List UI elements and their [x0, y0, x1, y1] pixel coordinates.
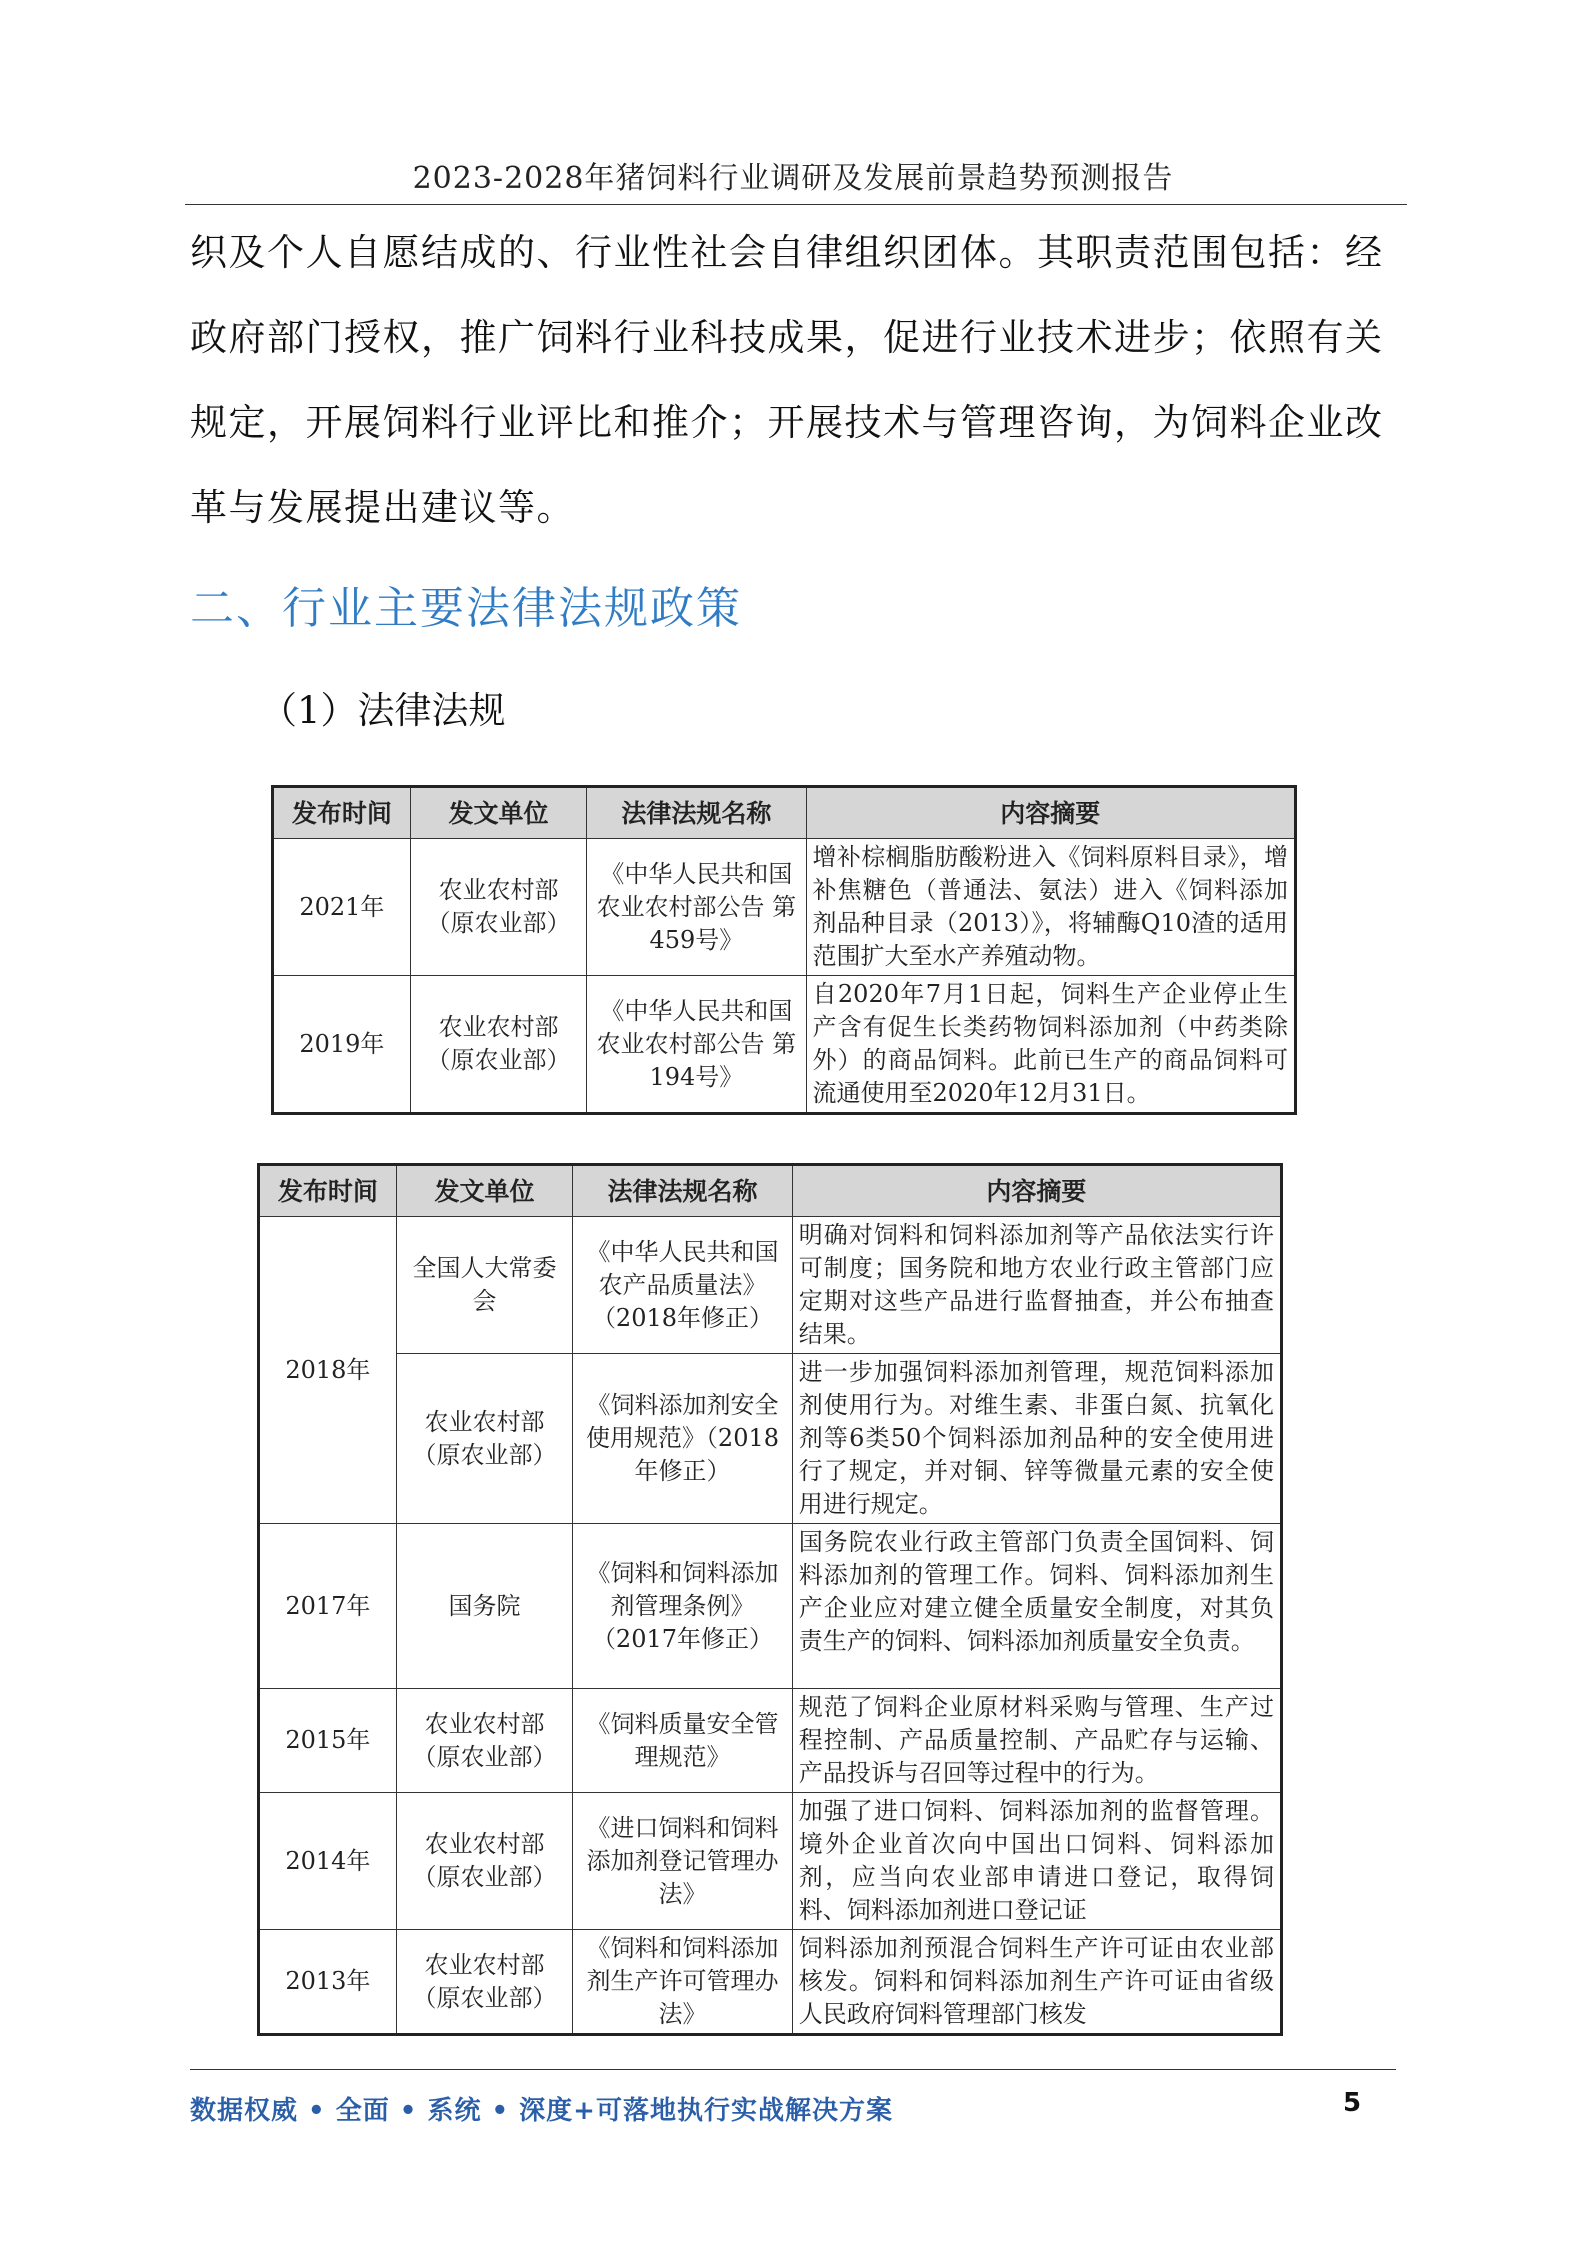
- cell-law-name: 《中华人民共和国农产品质量法》（2018年修正）: [573, 1217, 792, 1354]
- header-title: 2023-2028年猪饲料行业调研及发展前景趋势预测报告: [412, 161, 1174, 196]
- cell-law-name: 《中华人民共和国农业农村部公告 第459号》: [587, 839, 806, 976]
- cell-law-name: 《中华人民共和国农业农村部公告 第194号》: [587, 976, 806, 1114]
- table-header-row: [273, 787, 1296, 839]
- cell-year: 2013年: [259, 1930, 397, 2035]
- table-row: [259, 1217, 1282, 1354]
- cell-summary: 饲料添加剂预混合饲料生产许可证由农业部核发。饲料和饲料添加剂生产许可证由省级人民政府饲料管理部门核发: [792, 1930, 1281, 2035]
- cell-year: 2021年: [273, 839, 411, 976]
- cell-year: 2014年: [259, 1793, 397, 1930]
- cell-unit: 农业农村部（原农业部）: [410, 839, 586, 976]
- header-unit: 发文单位: [396, 1165, 573, 1217]
- section-heading: 二、行业主要法律法规政策: [190, 583, 742, 634]
- header-summary: 内容摘要: [806, 787, 1296, 839]
- cell-summary: 国务院农业行政主管部门负责全国饲料、饲料添加剂的管理工作。饲料、饲料添加剂生产企业应对建立健全质量安全制度，对其负责生产的饲料、饲料添加剂质量安全负责。: [792, 1524, 1281, 1689]
- header-date: 发布时间: [259, 1165, 397, 1217]
- cell-law-name: 《饲料质量安全管理规范》: [573, 1689, 792, 1793]
- cell-unit: 农业农村部（原农业部）: [396, 1354, 573, 1524]
- header-unit: 发文单位: [410, 787, 586, 839]
- header-divider: [185, 204, 1407, 205]
- cell-unit: 国务院: [396, 1524, 573, 1689]
- cell-year: 2018年: [259, 1217, 397, 1524]
- body-paragraph: 织及个人自愿结成的、行业性社会自律组织团体。其职责范围包括：经政府部门授权，推广饲料行业科技成果，促进行业技术进步；依照有关规定，开展饲料行业评比和推介；开展技术与管理咨询，为饲料企业改革与发展提出建议等。: [190, 231, 1384, 529]
- table-row: [273, 976, 1296, 1114]
- footer-slogan: 数据权威 • 全面 • 系统 • 深度+可落地执行实战解决方案: [190, 2096, 893, 2126]
- cell-summary: 明确对饲料和饲料添加剂等产品依法实行许可制度；国务院和地方农业行政主管部门应定期对这些产品进行监督抽查，并公布抽查结果。: [792, 1217, 1281, 1354]
- cell-year: 2015年: [259, 1689, 397, 1793]
- table-row: [273, 839, 1296, 976]
- cell-law-name: 《饲料添加剂安全使用规范》（2018年修正）: [573, 1354, 792, 1524]
- footer-divider: [190, 2069, 1396, 2070]
- cell-unit: 农业农村部（原农业部）: [396, 1793, 573, 1930]
- cell-unit: 农业农村部（原农业部）: [396, 1689, 573, 1793]
- cell-summary: 增补棕榈脂肪酸粉进入《饲料原料目录》，增补焦糖色（普通法、氨法）进入《饲料添加剂品种目录（2013）》，将辅酶Q10渣的适用范围扩大至水产养殖动物。: [806, 839, 1296, 976]
- cell-year: 2017年: [259, 1524, 397, 1689]
- header-date: 发布时间: [273, 787, 411, 839]
- cell-law-name: 《饲料和饲料添加剂管理条例》（2017年修正）: [573, 1524, 792, 1689]
- header-law-name: 法律法规名称: [573, 1165, 792, 1217]
- table-row: [259, 1354, 1282, 1524]
- cell-summary: 自2020年7月1日起，饲料生产企业停止生产含有促生长类药物饲料添加剂（中药类除外）的商品饲料。此前已生产的商品饲料可流通使用至2020年12月31日。: [806, 976, 1296, 1114]
- table-row: [259, 1793, 1282, 1930]
- table-row: [259, 1524, 1282, 1689]
- cell-unit: 农业农村部（原农业部）: [396, 1930, 573, 2035]
- sub-heading: （1）法律法规: [260, 689, 506, 732]
- cell-summary: 进一步加强饲料添加剂管理，规范饲料添加剂使用行为。对维生素、非蛋白氮、抗氧化剂等6类50个饲料添加剂品种的安全使用进行了规定，并对铜、锌等微量元素的安全使用进行规定。: [792, 1354, 1281, 1524]
- cell-unit: 全国人大常委会: [396, 1217, 573, 1354]
- page-number: 5: [1343, 2088, 1362, 2118]
- cell-law-name: 《饲料和饲料添加剂生产许可管理办法》: [573, 1930, 792, 2035]
- laws-table-2: [257, 1163, 1283, 2036]
- header-summary: 内容摘要: [792, 1165, 1281, 1217]
- cell-summary: 规范了饲料企业原材料采购与管理、生产过程控制、产品质量控制、产品贮存与运输、产品投诉与召回等过程中的行为。: [792, 1689, 1281, 1793]
- header-law-name: 法律法规名称: [587, 787, 806, 839]
- table-row: [259, 1689, 1282, 1793]
- table-header-row: [259, 1165, 1282, 1217]
- cell-unit: 农业农村部（原农业部）: [410, 976, 586, 1114]
- cell-summary: 加强了进口饲料、饲料添加剂的监督管理。境外企业首次向中国出口饲料、饲料添加剂，应当向农业部申请进口登记，取得饲料、饲料添加剂进口登记证: [792, 1793, 1281, 1930]
- cell-law-name: 《进口饲料和饲料添加剂登记管理办法》: [573, 1793, 792, 1930]
- table-row: [259, 1930, 1282, 2035]
- cell-year: 2019年: [273, 976, 411, 1114]
- laws-table-1: [271, 785, 1297, 1115]
